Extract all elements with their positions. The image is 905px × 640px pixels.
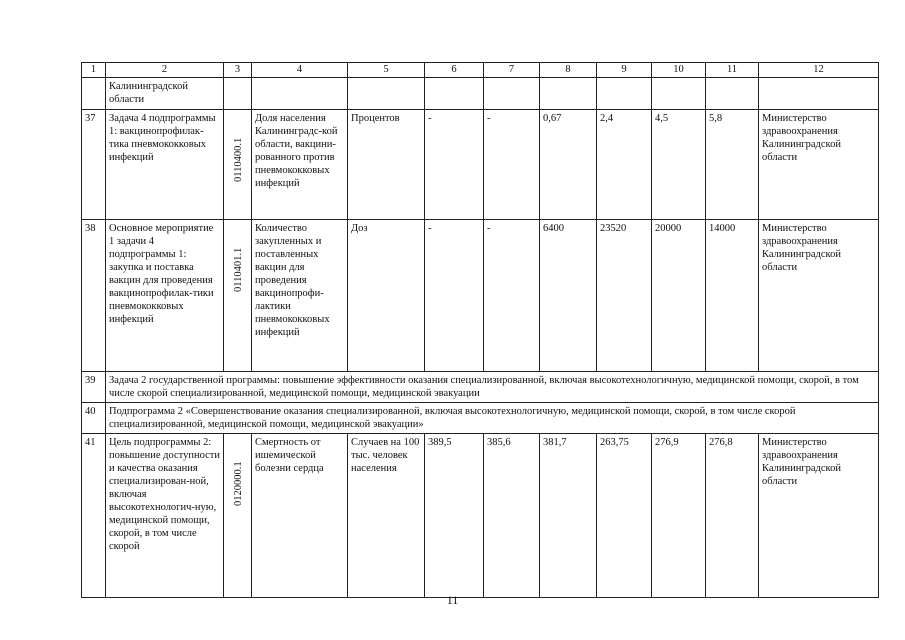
cell-value: 276,9 [652,434,706,598]
cell-responsible: Министерство здравоохранения Калининградской области [759,434,879,598]
cell-responsible: Министерство здравоохранения Калининградской области [759,110,879,220]
col-num: 6 [425,63,484,78]
col-num: 10 [652,63,706,78]
cell-unit: Доз [348,220,425,372]
cell-indicator: Количество закупленных и поставленных вакцин для проведения вакцинопрофи-лактики пневмококковых инфекций [252,220,348,372]
table-row [82,434,879,598]
table-row [82,110,879,220]
col-num: 3 [224,63,252,78]
cell-value: - [425,110,484,220]
col-num: 8 [540,63,597,78]
column-number-row [82,63,879,78]
cell-value: 5,8 [706,110,759,220]
indicators-table [81,62,879,598]
cell-name: Основное мероприятие 1 задачи 4 подпрограммы 1: закупка и поставка вакцин для проведения вакцинопрофилак-тики пневмококковых инфекций [106,220,224,372]
cell-code: 0110401.1 [224,220,252,372]
col-num: 11 [706,63,759,78]
cell-code: 0120000.1 [224,434,252,598]
cell-no: 40 [82,403,106,434]
col-num: 4 [252,63,348,78]
cell-value: 381,7 [540,434,597,598]
table-row-span [82,403,879,434]
table-row [82,220,879,372]
table-row-span [82,372,879,403]
cell-value: 276,8 [706,434,759,598]
cell-indicator: Доля населения Калининградс-кой области, вакцини-рованного против пневмококковых инфекций [252,110,348,220]
cell-no: 37 [82,110,106,220]
cell-indicator: Смертность от ишемической болезни сердца [252,434,348,598]
col-num: 12 [759,63,879,78]
cell-value: 4,5 [652,110,706,220]
cell-value: - [484,110,540,220]
cell-value: 0,67 [540,110,597,220]
cell-value: 23520 [597,220,652,372]
page-number: 11 [446,593,459,607]
cell-value: - [484,220,540,372]
col-num: 5 [348,63,425,78]
cell-name: Задача 4 подпрограммы 1: вакцинопрофилак-тика пневмококковых инфекций [106,110,224,220]
table-row-continued [82,78,879,110]
cell-value: 6400 [540,220,597,372]
cell-no: 38 [82,220,106,372]
col-num: 7 [484,63,540,78]
cell-value: 20000 [652,220,706,372]
cell-value: 263,75 [597,434,652,598]
cell-code: 0110400.1 [224,110,252,220]
cell-unit: Случаев на 100 тыс. человек населения [348,434,425,598]
cell-task-text: Задача 2 государственной программы: повышение эффективности оказания специализированной, включая высокотехнологичную, медицинской помощи, скорой, в том числе скорой специализированной, медицинской помощи, медицинской эвакуации [106,372,879,403]
cell-no: 39 [82,372,106,403]
cell-value: 389,5 [425,434,484,598]
cell-responsible: Министерство здравоохранения Калининградской области [759,220,879,372]
cell-value: - [425,220,484,372]
col-num: 2 [106,63,224,78]
cell-name: Калининградской области [106,78,224,110]
cell-subprogram-text: Подпрограмма 2 «Совершенствование оказания специализированной, включая высокотехнологичную, медицинской помощи, скорой, в том числе скорой специализированной, медицинской помощи, медицинской эвакуации» [106,403,879,434]
cell-name: Цель подпрограммы 2: повышение доступности и качества оказания специализирован-ной, включая высокотехнологич-ную, медицинской помощи, скорой, в том числе скорой [106,434,224,598]
cell-value: 2,4 [597,110,652,220]
col-num: 9 [597,63,652,78]
cell-value: 385,6 [484,434,540,598]
cell-no: 41 [82,434,106,598]
col-num: 1 [82,63,106,78]
cell-value: 14000 [706,220,759,372]
cell-unit: Процентов [348,110,425,220]
